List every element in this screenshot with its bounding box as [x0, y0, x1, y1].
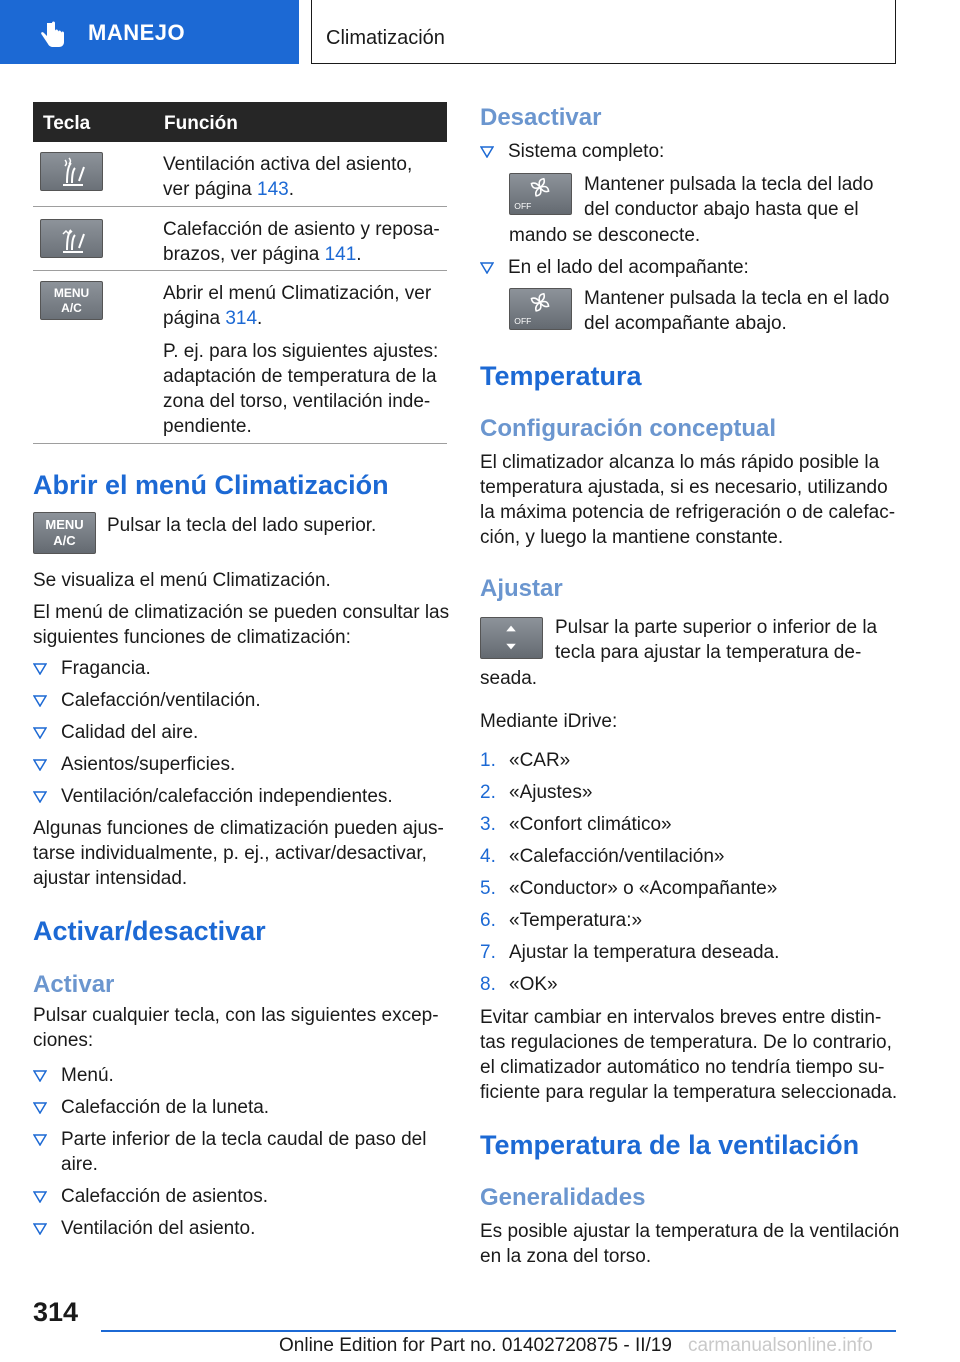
paragraph: Mantener pulsada la tecla en el lado del acompañante abajo.	[584, 288, 890, 334]
temperature-up-down-key-icon	[480, 617, 543, 659]
svg-text:OFF: OFF	[514, 201, 532, 212]
section-label: MANEJO	[88, 20, 186, 45]
paragraph: Mediante iDrive:	[480, 711, 618, 732]
row3-line2: página	[163, 308, 226, 329]
subheading-activate: Activar	[33, 971, 115, 998]
paragraph: seada.	[480, 668, 538, 689]
footer-rule	[101, 1330, 896, 1332]
row1-line1: Ventilación activa del asiento,	[163, 154, 413, 175]
triangle-bullet-icon	[33, 759, 47, 771]
paragraph: Mantener pulsada la tecla del lado del conductor abajo hasta que el	[584, 174, 874, 220]
paragraph: mando se desconecte.	[509, 225, 701, 246]
paragraph: El climatizador alcanza lo más rápido posible la temperatura ajustada, si es necesario, utilizando la máxima potencia de refrigeración o de calefac- ción, y luego la mantiene constante.	[480, 452, 896, 548]
seat-ventilation-key-icon	[40, 152, 103, 191]
paragraph: Algunas funciones de climatización pueden ajus- tarse individualmente, p. ej., activar/desactivar, ajustar intensidad.	[33, 818, 444, 889]
paragraph: Pulsar cualquier tecla, con las siguientes excep- ciones:	[33, 1005, 439, 1051]
paragraph: Evitar cambiar en intervalos breves entre distin- tas regulaciones de temperatura. De lo contrario, el climatizador automático no tendría tiempo su- ficiente para regular la temperatura seleccionada.	[480, 1007, 898, 1103]
hand-icon	[38, 20, 68, 50]
paragraph: El menú de climatización se pueden consultar las siguientes funciones de climatización:	[33, 602, 450, 648]
watermark: carmanualsonline.info	[688, 1335, 873, 1356]
open-menu-instruction: Pulsar la tecla del lado superior.	[107, 515, 377, 536]
heading-temperature: Temperatura	[480, 361, 642, 391]
triangle-bullet-icon	[33, 663, 47, 675]
triangle-bullet-icon	[480, 262, 494, 274]
triangle-bullet-icon	[33, 1191, 47, 1203]
page-number: 314	[33, 1297, 79, 1327]
page-link-143[interactable]: 143	[257, 179, 289, 200]
paragraph: Es posible ajustar la temperatura de la ventilación en la zona del torso.	[480, 1221, 900, 1267]
triangle-bullet-icon	[33, 1134, 47, 1146]
subheading-concept: Configuración conceptual	[480, 415, 777, 442]
triangle-bullet-icon	[480, 146, 494, 158]
heading-vent-temperature: Temperatura de la ventilación	[480, 1130, 860, 1160]
heading-open-menu: Abrir el menú Climatización	[33, 470, 389, 500]
table-row: Ventilación activa del asiento, ver página 143.	[33, 142, 447, 207]
menu-ac-key-icon: MENU A/C	[40, 281, 103, 320]
menu-ac-key-icon: MENU A/C	[33, 512, 96, 554]
fan-off-key-icon	[509, 173, 572, 215]
paragraph: Pulsar la parte superior o inferior de la tecla para ajustar la temperatura de-	[555, 617, 878, 663]
section-tab[interactable]	[0, 0, 299, 64]
page-link-314[interactable]: 314	[225, 308, 258, 329]
table-row: MENU A/C Abrir el menú Climatización, ver página 314. P. ej. para los siguientes ajustes: adaptación de temperatura de la zona del torso, ventilación inde- pendiente.	[33, 271, 447, 444]
row1-line2: ver página	[163, 179, 258, 200]
row2-line1: Calefacción de asiento y reposa-	[163, 219, 440, 240]
table-row: Calefacción de asiento y reposa- brazos, ver página 141.	[33, 207, 447, 271]
triangle-bullet-icon	[33, 1070, 47, 1082]
triangle-bullet-icon	[33, 1102, 47, 1114]
svg-text:OFF: OFF	[514, 316, 532, 327]
subheading-adjust: Ajustar	[480, 575, 563, 602]
subheading-general: Generalidades	[480, 1184, 646, 1211]
row2-line2: brazos, ver página	[163, 244, 325, 265]
col-key: Tecla	[43, 113, 91, 134]
fan-off-key-icon	[509, 288, 572, 330]
edition-note: Online Edition for Part no. 01402720875 - II/19	[279, 1335, 672, 1356]
triangle-bullet-icon	[33, 695, 47, 707]
triangle-bullet-icon	[33, 1223, 47, 1235]
table-header	[33, 102, 447, 142]
subheading-deactivate: Desactivar	[480, 104, 602, 131]
triangle-bullet-icon	[33, 791, 47, 803]
paragraph: Se visualiza el menú Climatización.	[33, 570, 331, 591]
page-link-141[interactable]: 141	[324, 244, 357, 265]
seat-heating-key-icon	[40, 219, 103, 258]
row3-line1: Abrir el menú Climatización, ver	[163, 283, 432, 304]
chapter-header	[311, 0, 896, 64]
triangle-bullet-icon	[33, 727, 47, 739]
heading-on-off: Activar/desactivar	[33, 916, 266, 946]
chapter-title: Climatización	[326, 27, 445, 49]
col-function: Función	[164, 113, 238, 134]
